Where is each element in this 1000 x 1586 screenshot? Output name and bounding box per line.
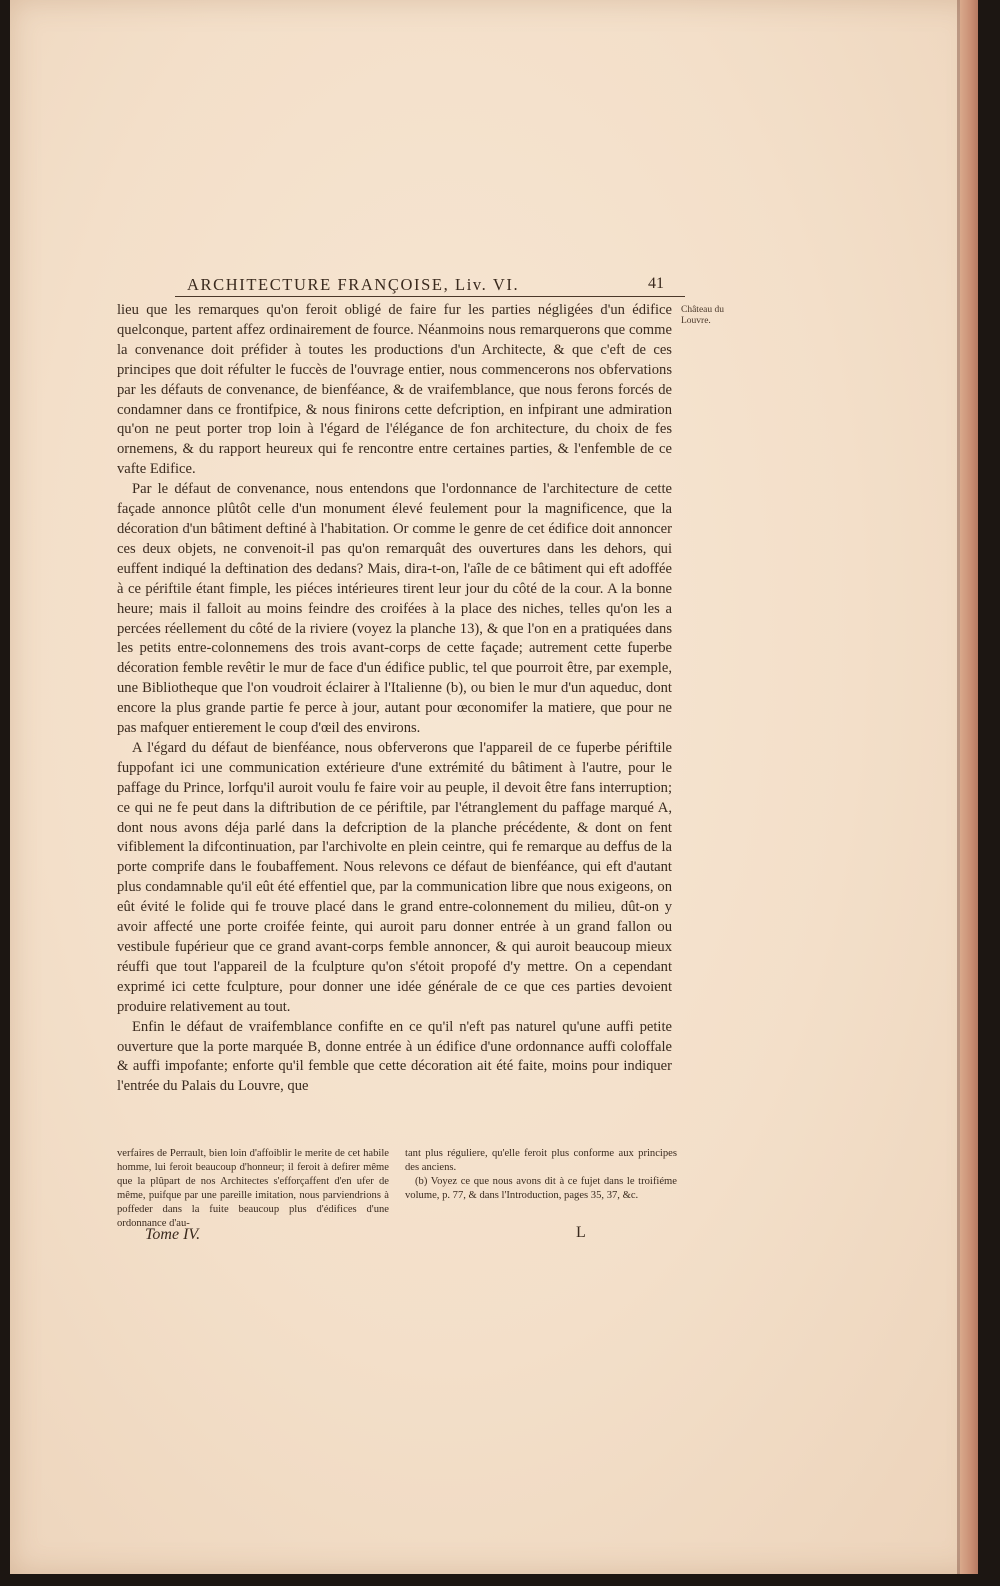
footnote-continued: verfaires de Perrault, bien loin d'affoiblir le merite de cet habile homme, lui feroit beaucoup d'honneur; il feroit à defirer même que la plûpart de nos Architectes s'efforçaffent d'en ufer de même, puifque par une pareille imitation, nous parviendrions à poffeder dans la fuite beaucoup plus d'édifices d'une ordonnance d'au- xyxy=(117,1148,389,1230)
paragraph-4: Enfin le défaut de vraifemblance confifte en ce qu'il n'eft pas naturel qu'une auffi petite ouverture que la porte marquée B, donne entrée à un édifice d'une ordonnance auffi coloffale & auffi impofante; enforte qu'il femble que cette décoration ait été faite, moins pour indiquer l'entrée du Palais du Louvre, que xyxy=(117,1018,672,1095)
body-text xyxy=(117,301,672,1097)
paragraph-1: lieu que les remarques qu'on feroit obligé de faire fur les parties négligées d'un édifice quelconque, partent affez ordinairement de fource. Néanmoins nous remarquerons que comme la convenance doit préfider à toutes les productions d'un Architecte, & que c'eft de ces principes que doit réfulter le fuccès de l'ouvrage entier, nous commencerons nos obfervations par les défauts de convenance, de bienféance, & de vraifemblance, que nous ferons forcés de condamner dans ce frontifpice, & nous finirons cette defcription, en infpirant une admiration qu'on ne peut porter trop loin à l'égard de l'élégance de fon architecture, du choix de fes ornemens, & du rapport heureux qui fe rencontre entre certaines parties, & l'enfemble de ce vafte Edifice. xyxy=(117,302,672,478)
tome-label: Tome IV. xyxy=(145,1226,201,1243)
paragraph-3: A l'égard du défaut de bienféance, nous obferverons que l'appareil de ce fuperbe périftile fuppofant ici une communication extérieure d'une extrémité du bâtiment à l'autre, pour le paffage du Prince, lorfqu'il auroit voulu fe faire voir au peuple, il devoit être fans interruption; ce qui ne fe peut dans la diftribution de ce périftile, par l'étranglement du paffage marqué A, dont nous avons déja parlé dans la defcription de la planche précédente, & dont on fent vifiblement la difcontinuation, par l'archivolte en plein ceintre, qui fe remarque au deffus de la porte comprife dans le foubaffement. Nous relevons ce défaut de bienféance, qui eft d'autant plus condamnable qu'il eût été effentiel que, par la communication libre que nous exigeons, on eût évité le folide qui fe trouve placé dans le grand entre-colonnement du milieu, dût-on y avoir affecté une porte croifée feinte, qui auroit paru donner entrée à un grand fallon ou vestibule fupérieur que ce grand avant-corps femble annoncer, & qui auroit beaucoup mieux réuffi que tout l'appareil de la fculpture qu'on s'étoit propofé d'y mettre. On a cependant exprimé ici cette fculpture, pour donner une idée générale de ce que ces parties devoient produire relativement au tout. xyxy=(117,739,672,1015)
footnotes xyxy=(117,1147,677,1232)
page-edge xyxy=(960,0,978,1574)
page-number: 41 xyxy=(648,275,664,292)
signature-mark: L xyxy=(576,1224,586,1241)
margin-note: Château du Louvre. xyxy=(681,305,725,326)
running-header xyxy=(175,275,675,297)
footnote-b: (b) Voyez ce que nous avons dit à ce fujet dans le troifiéme volume, p. 77, & dans l'Introduction, pages 35, 37, &c. xyxy=(405,1176,677,1202)
paragraph-2: Par le défaut de convenance, nous entendons que l'ordonnance de l'architecture de cette façade annonce plûtôt celle d'un monument élevé feulement pour la magnificence, que la décoration d'un bâtiment deftiné à l'habitation. Or comme le genre de cet édifice doit annoncer ces deux objets, ne convenoit-il pas qu'on remarquât des ouvertures dans les dehors, qui euffent indiqué la deftination des dedans? Mais, dira-t-on, l'aîle de ce bâtiment qui eft adoffée à ce périftile étant fimple, les piéces intérieures tirent leur jour du côté de la cour. A la bonne heure; mais il falloit au moins feindre des croifées à la place des niches, telles qu'on les a percées réellement du côté de la riviere (voyez la planche 13), & que l'on en a pratiquées dans les petits entre-colonnemens des trois avant-corps de cette façade; autrement cette fuperbe décoration femble revêtir le mur de face d'un édifice public, tel que pourroit être, par exemple, une Bibliotheque que l'on voudroit éclairer à l'Italienne (b), ou bien le mur d'un aqueduc, dont encore la plus grande partie fe perce à jour, autant pour œconomifer la matiere, que pour ne pas mafquer entierement le coup d'œil des environs. xyxy=(117,481,672,737)
header-rule xyxy=(175,296,685,297)
footnote-column-left xyxy=(117,1147,389,1232)
footnote-continued-end: tant plus réguliere, qu'elle feroit plus conforme aux principes des anciens. xyxy=(405,1148,677,1174)
footnote-column-right xyxy=(405,1147,677,1232)
header-title: ARCHITECTURE FRANÇOISE, Liv. VI. xyxy=(187,275,520,294)
